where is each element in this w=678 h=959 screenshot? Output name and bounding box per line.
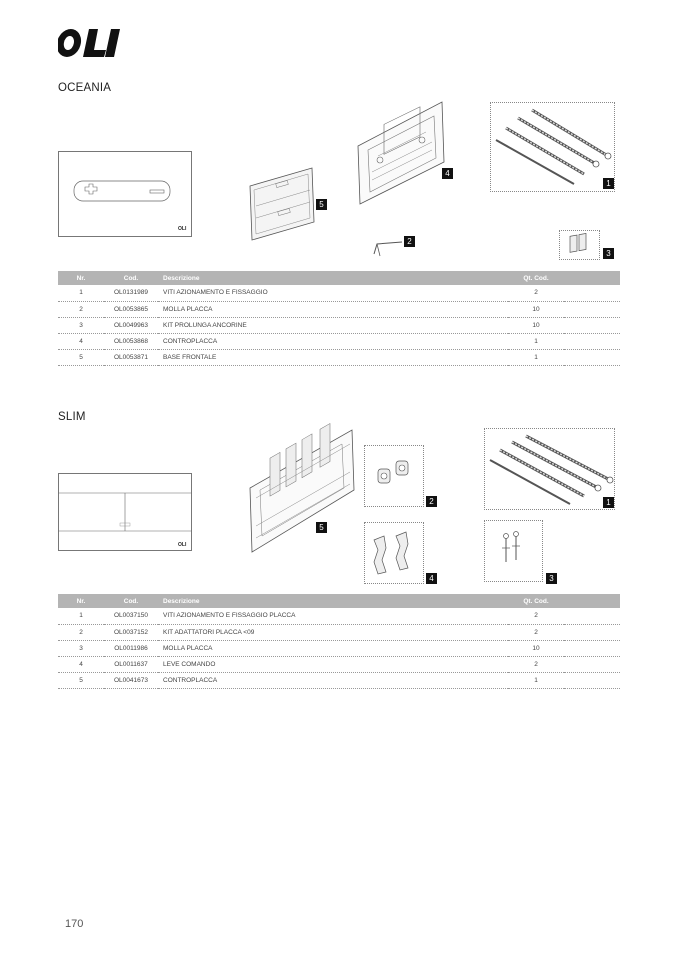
section-title-oceania: OCEANIA: [58, 82, 112, 94]
cell-cod: OL0037150: [104, 608, 158, 624]
table-row: [58, 640, 620, 656]
header-nr: Nr.: [76, 274, 86, 282]
cell-nr: 1: [58, 285, 104, 301]
cell-cod: OL0053871: [104, 349, 158, 365]
cell-cod: OL0053868: [104, 333, 158, 349]
header-desc: Descrizione: [163, 274, 200, 282]
cell-nr: 3: [58, 317, 104, 333]
table-row: [58, 317, 620, 333]
cell-qt: 2: [508, 624, 564, 640]
cell-cod: OL0011986: [104, 640, 158, 656]
slim-plate-drawing: [58, 473, 192, 551]
header-qt: Qt. Cod.: [523, 597, 549, 605]
cell-nr: 1: [58, 608, 104, 624]
slim-part-2-drawing: [372, 455, 416, 495]
table-header-row: [58, 594, 620, 608]
oli-logo: [58, 28, 124, 58]
table-row: [58, 656, 620, 672]
plate-logo: OLI: [178, 542, 187, 548]
table-row: [58, 672, 620, 688]
cell-cod: OL0053865: [104, 301, 158, 317]
cell-desc: VITI AZIONAMENTO E FISSAGGIO: [158, 285, 508, 301]
header-cod: Cod.: [123, 597, 139, 605]
cell-cod: OL0037152: [104, 624, 158, 640]
table-header-row: [58, 271, 620, 285]
cell-qt: 2: [508, 285, 564, 301]
oceania-tag-5: 5: [316, 199, 327, 210]
cell-nr: 2: [58, 624, 104, 640]
header-desc: Descrizione: [163, 597, 200, 605]
slim-tag-3: 3: [546, 573, 557, 584]
oceania-part-2-drawing: [372, 236, 406, 258]
cell-cod: OL0041673: [104, 672, 158, 688]
cell-qt: 10: [508, 640, 564, 656]
oceania-plate-drawing: [58, 151, 192, 237]
section-title-slim: SLIM: [58, 411, 86, 423]
table-row: [58, 349, 620, 365]
cell-nr: 5: [58, 672, 104, 688]
cell-nr: 5: [58, 349, 104, 365]
slim-tag-5: 5: [316, 522, 327, 533]
table-row: [58, 333, 620, 349]
cell-nr: 4: [58, 333, 104, 349]
oceania-part-4-drawing: [356, 100, 448, 204]
cell-cod: OL0131989: [104, 285, 158, 301]
slim-part-5-drawing: [246, 428, 358, 562]
oceania-tag-4: 4: [442, 168, 453, 179]
header-cod: Cod.: [123, 274, 139, 282]
oceania-parts-table: [58, 271, 620, 366]
cell-desc: KIT PROLUNGA ANCORINE: [158, 317, 508, 333]
cell-desc: MOLLA PLACCA: [158, 301, 508, 317]
cell-cod: OL0011637: [104, 656, 158, 672]
cell-qt: 10: [508, 317, 564, 333]
cell-desc: KIT ADATTATORI PLACCA <09: [158, 624, 508, 640]
cell-desc: MOLLA PLACCA: [158, 640, 508, 656]
cell-cod: OL0049963: [104, 317, 158, 333]
header-nr: Nr.: [76, 597, 86, 605]
table-row: [58, 608, 620, 624]
slim-parts-table: [58, 594, 620, 689]
cell-qt: 1: [508, 349, 564, 365]
oceania-tag-2: 2: [404, 236, 415, 247]
oceania-part-5-drawing: [248, 166, 318, 242]
oceania-tag-3: 3: [603, 248, 614, 259]
table-row: [58, 624, 620, 640]
slim-part-3-drawing: [494, 530, 530, 570]
slim-tag-1: 1: [603, 497, 614, 508]
header-qt: Qt. Cod.: [523, 274, 549, 282]
cell-qt: 10: [508, 301, 564, 317]
cell-desc: CONTROPLACCA: [158, 672, 508, 688]
slim-part-1-drawing: [486, 430, 614, 508]
cell-qt: 1: [508, 333, 564, 349]
cell-desc: VITI AZIONAMENTO E FISSAGGIO PLACCA: [158, 608, 508, 624]
cell-qt: 1: [508, 672, 564, 688]
cell-nr: 2: [58, 301, 104, 317]
table-row: [58, 285, 620, 301]
oceania-tag-1: 1: [603, 178, 614, 189]
cell-qt: 2: [508, 656, 564, 672]
slim-tag-4: 4: [426, 573, 437, 584]
cell-nr: 3: [58, 640, 104, 656]
page-number: 170: [65, 918, 84, 930]
oceania-part-1-drawing: [492, 104, 614, 190]
cell-desc: LEVE COMANDO: [158, 656, 508, 672]
cell-desc: CONTROPLACCA: [158, 333, 508, 349]
plate-logo: OLI: [178, 226, 187, 232]
slim-tag-2: 2: [426, 496, 437, 507]
slim-part-4-drawing: [366, 526, 422, 580]
oceania-part-3-drawing: [566, 233, 592, 257]
cell-nr: 4: [58, 656, 104, 672]
cell-qt: 2: [508, 608, 564, 624]
table-row: [58, 301, 620, 317]
cell-desc: BASE FRONTALE: [158, 349, 508, 365]
